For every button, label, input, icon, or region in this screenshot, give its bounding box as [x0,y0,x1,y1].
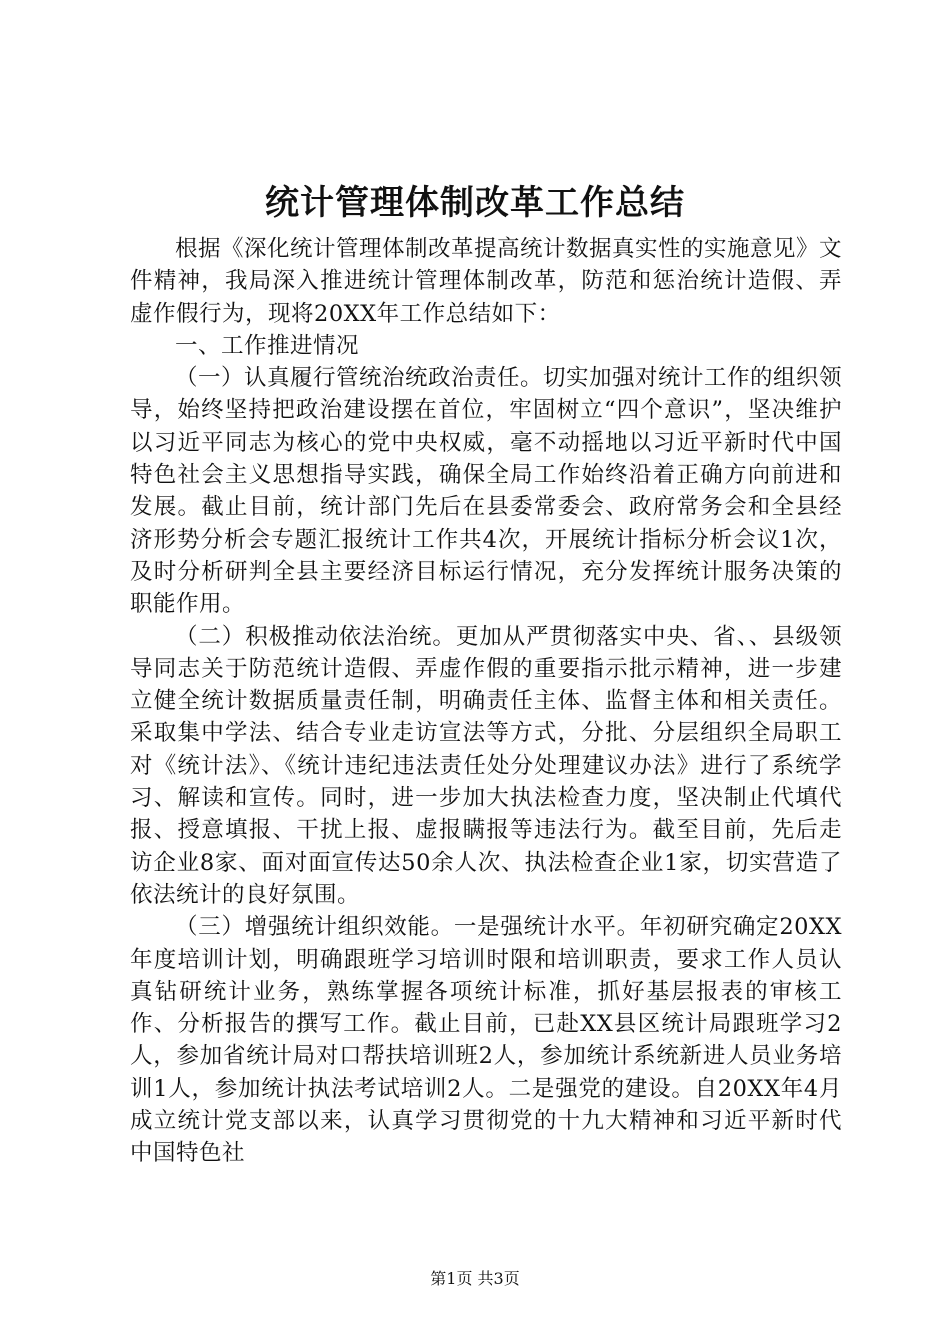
paragraph-intro: 根据《深化统计管理体制改革提高统计数据真实性的实施意见》文件精神，我局深入推进统计管理体制改革，防范和惩治统计造假、弄虚作假行为，现将20XX年工作总结如下： [130,236,843,327]
page-footer: 第1页 共3页 [430,1269,520,1288]
section-heading: 一、工作推进情况 [175,332,360,359]
document-body [130,233,842,1170]
paragraph-section-1: （一）认真履行管统治统政治责任。切实加强对统计工作的组织领导，始终坚持把政治建设摆在首位，牢固树立“四个意识”，坚决维护以习近平同志为核心的党中央权威，毫不动摇地以习近平新时代中国特色社会主义思想指导实践，确保全局工作始终沿着正确方向前进和发展。截止目前，统计部门先后在县委常委会、政府常务会和全县经济形势分析会专题汇报统计工作共4次，开展统计指标分析会议1次，及时分析研判全县主要经济目标运行情况，充分发挥统计服务决策的职能作用。 [130,365,843,618]
paragraph-section-3: （三）增强统计组织效能。一是强统计水平。年初研究确定20XX年度培训计划，明确跟班学习培训时限和培训职责，要求工作人员认真钻研统计业务，熟练掌握各项统计标准，抓好基层报表的审核工作、分析报告的撰写工作。截止目前，已赴XX县区统计局跟班学习2人，参加省统计局对口帮扶培训班2人，参加统计系统新进人员业务培训1人，参加统计执法考试培训2人。二是强党的建设。自20XX年4月成立统计党支部以来，认真学习贯彻党的十九大精神和习近平新时代中国特色社 [130,914,842,1167]
document-title: 统计管理体制改革工作总结 [265,183,685,223]
paragraph-section-2: （二）积极推动依法治统。更加从严贯彻落实中央、省、、县级领导同志关于防范统计造假、弄虚作假的重要指示批示精神，进一步建立健全统计数据质量责任制，明确责任主体、监督主体和相关责任。采取集中学法、结合专业走访宣法等方式，分批、分层组织全局职工对《统计法》、《统计违纪违法责任处分处理建议办法》进行了系统学习、解读和宣传。同时，进一步加大执法检查力度，坚决制止代填代报、授意填报、干扰上报、虚报瞒报等违法行为。截至目前，先后走访企业8家、面对面宣传达50余人次、执法检查企业1家，切实营造了依法统计的良好氛围。 [130,623,842,908]
